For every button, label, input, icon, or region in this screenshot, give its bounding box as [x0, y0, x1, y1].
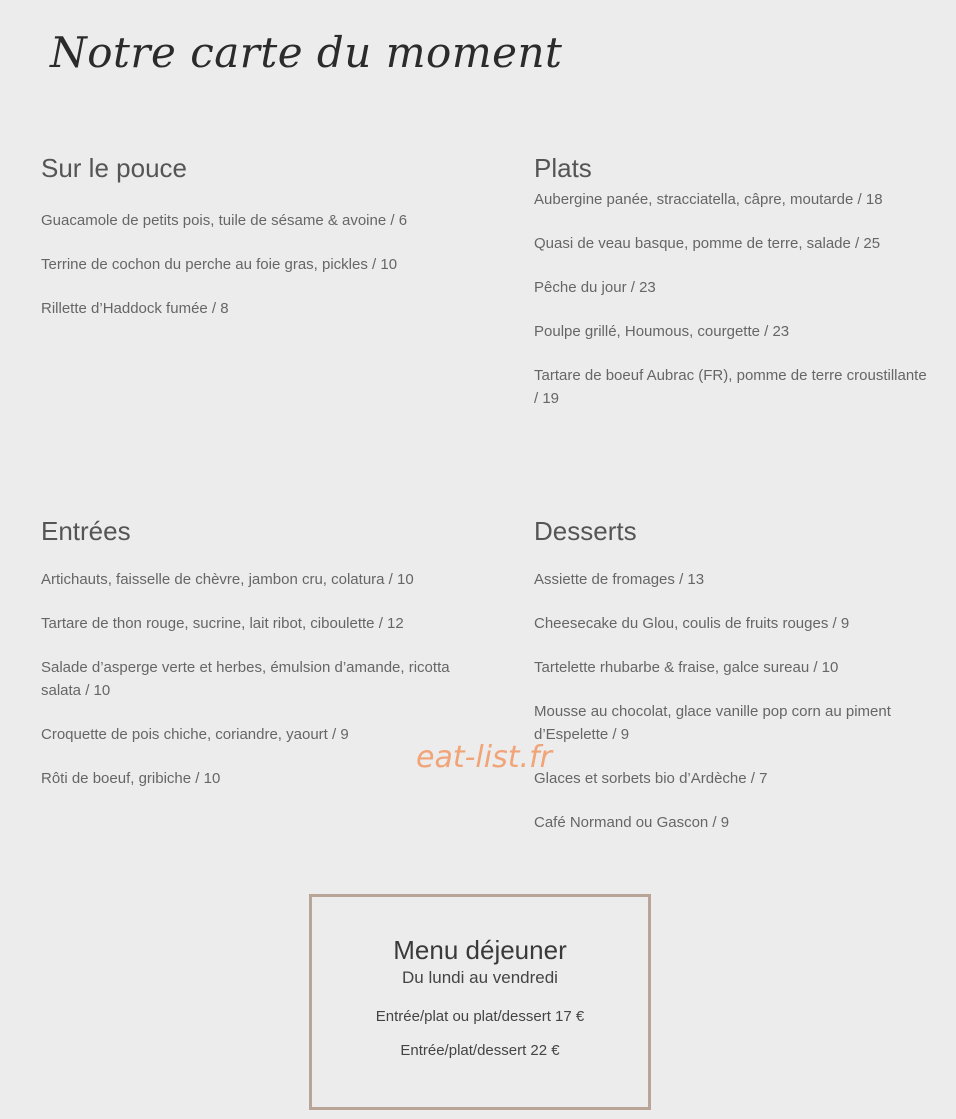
menu-item: Mousse au chocolat, glace vanille pop corn au piment d’Espelette / 9 [534, 703, 891, 743]
menu-item: Artichauts, faisselle de chèvre, jambon cru, colatura / 10 [41, 571, 414, 588]
watermark: eat-list.fr [416, 740, 552, 775]
menu-item: Terrine de cochon du perche au foie gras, pickles / 10 [41, 256, 398, 273]
menu-item: Salade d’asperge verte et herbes, émulsion d’amande, ricotta salata / 10 [41, 659, 450, 699]
menu-list [41, 568, 481, 790]
menu-item: Glaces et sorbets bio d’Ardèche / 7 [534, 770, 768, 787]
section-entrees [41, 516, 481, 811]
menu-item: Tartare de boeuf Aubrac (FR), pomme de terre croustillante / 19 [534, 367, 927, 407]
lunch-menu-title: Menu déjeuner [393, 935, 567, 965]
menu-item: Poulpe grillé, Houmous, courgette / 23 [534, 323, 790, 340]
lunch-menu-box [309, 894, 651, 1110]
lunch-offer: Entrée/plat/dessert 22 € [400, 1042, 560, 1059]
menu-item: Croquette de pois chiche, coriandre, yaourt / 9 [41, 726, 349, 743]
menu-item: Tartare de thon rouge, sucrine, lait ribot, ciboulette / 12 [41, 615, 404, 632]
section-desserts [534, 516, 929, 855]
menu-item: Café Normand ou Gascon / 9 [534, 814, 730, 831]
lunch-menu-subtitle: Du lundi au vendredi [402, 968, 558, 987]
menu-list [41, 209, 481, 320]
section-plats [534, 153, 929, 431]
section-heading: Sur le pouce [41, 153, 187, 183]
page-title: Notre carte du moment [50, 28, 563, 77]
menu-item: Cheesecake du Glou, coulis de fruits rouges / 9 [534, 615, 850, 632]
menu-item: Quasi de veau basque, pomme de terre, salade / 25 [534, 235, 881, 252]
section-sur-le-pouce [41, 153, 481, 341]
menu-item: Pêche du jour / 23 [534, 279, 656, 296]
menu-item: Rillette d’Haddock fumée / 8 [41, 300, 229, 317]
section-heading: Entrées [41, 516, 131, 546]
menu-item: Aubergine panée, stracciatella, câpre, moutarde / 18 [534, 191, 883, 208]
section-heading: Desserts [534, 516, 637, 546]
section-heading: Plats [534, 153, 592, 183]
menu-item: Assiette de fromages / 13 [534, 571, 705, 588]
menu-item: Guacamole de petits pois, tuile de sésame & avoine / 6 [41, 212, 408, 229]
menu-list [534, 188, 929, 410]
menu-item: Tartelette rhubarbe & fraise, galce sureau / 10 [534, 659, 839, 676]
lunch-offer: Entrée/plat ou plat/dessert 17 € [375, 1008, 585, 1025]
menu-item: Rôti de boeuf, gribiche / 10 [41, 770, 221, 787]
menu-list [534, 568, 929, 834]
